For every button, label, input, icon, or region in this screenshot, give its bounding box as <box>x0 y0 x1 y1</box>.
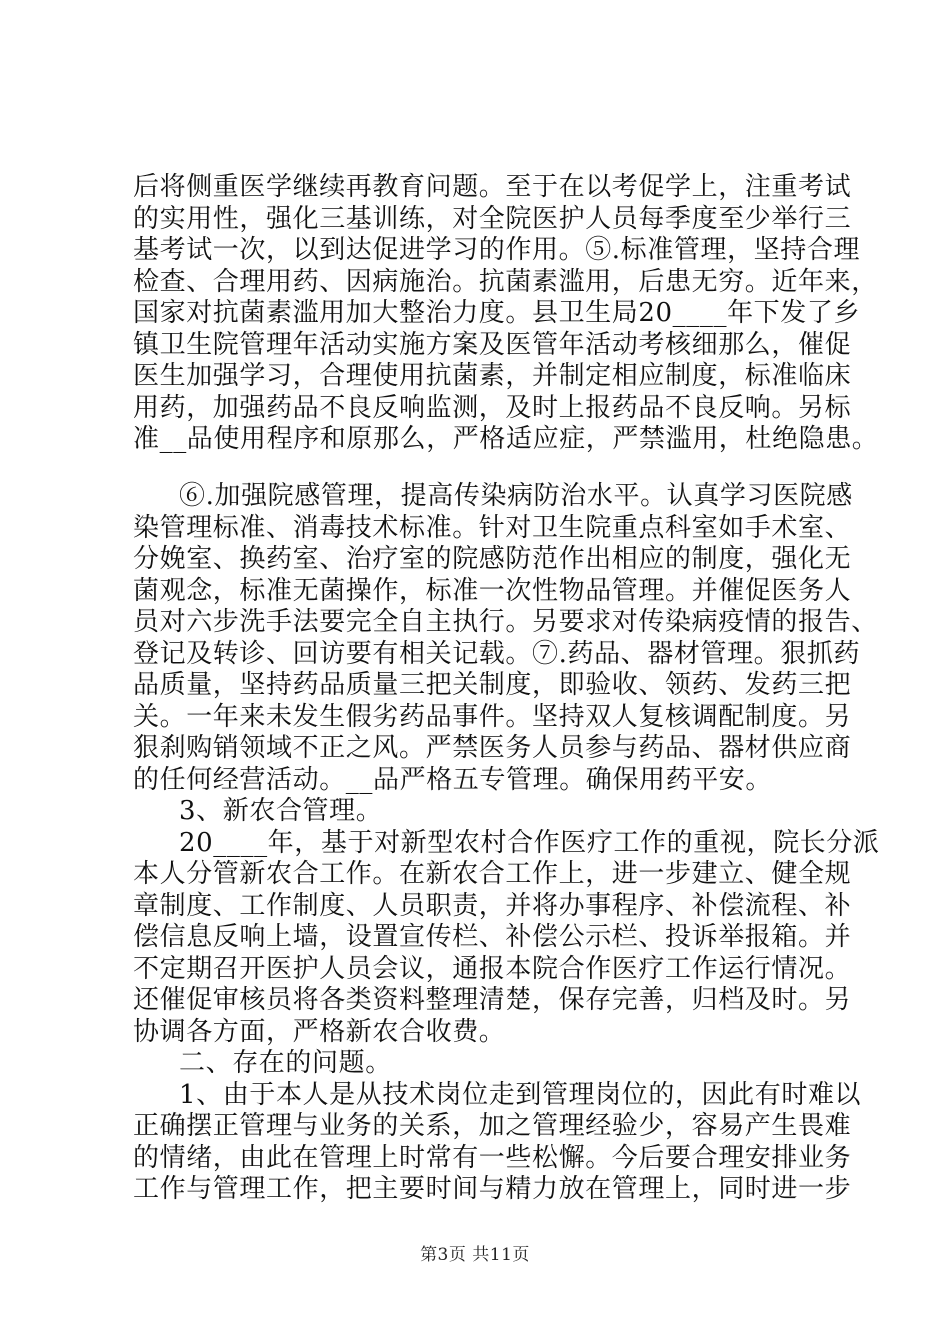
text-line: 医生加强学习，合理使用抗菌素，并制定相应制度，标准临床 <box>133 361 852 391</box>
text-line: 检查、合理用药、因病施治。抗菌素滥用，后患无穷。近年来， <box>133 266 878 297</box>
text-line: 章制度、工作制度、人员职责，并将办事程序、补偿流程、补 <box>133 890 852 921</box>
text-line: 员对六步洗手法要完全自主执行。另要求对传染病疫情的报告、 <box>133 607 878 637</box>
paragraph-start-line: ⑥.加强院感管理，提高传染病防治水平。认真学习医院感 <box>179 481 853 511</box>
text-line: 品质量，坚持药品质量三把关制度，即验收、领药、发药三把 <box>133 670 852 700</box>
text-line: 用药，加强药品不良反响监测，及时上报药品不良反响。另标 <box>133 392 852 423</box>
section-heading: 3、新农合管理。 <box>179 796 383 826</box>
text-line: 的实用性，强化三基训练，对全院医护人员每季度至少举行三 <box>133 203 852 234</box>
text-line: 还催促审核员将各类资料整理清楚，保存完善，归档及时。另 <box>133 985 852 1015</box>
text-line: 正确摆正管理与业务的关系，加之管理经验少，容易产生畏难 <box>133 1111 852 1141</box>
text-line: 关。一年来未发生假劣药品事件。坚持双人复核调配制度。另 <box>133 701 852 732</box>
text-line: 准__品使用程序和原那么，严格适应症，严禁滥用，杜绝隐患。 <box>133 424 879 454</box>
text-line: 菌观念，标准无菌操作，标准一次性物品管理。并催促医务人 <box>133 575 852 606</box>
text-line: 的任何经营活动。__品严格五专管理。确保用药平安。 <box>133 764 773 795</box>
section-heading: 二、存在的问题。 <box>179 1048 392 1078</box>
text-line: 镇卫生院管理年活动实施方案及医管年活动考核细那么，催促 <box>133 329 852 360</box>
paragraph-block-2 <box>133 481 880 1206</box>
text-line: 本人分管新农合工作。在新农合工作上，进一步建立、健全规 <box>133 859 852 889</box>
text-line: 分娩室、换药室、治疗室的院感防范作出相应的制度，强化无 <box>133 544 852 574</box>
text-line: 不定期召开医护人员会议，通报本院合作医疗工作运行情况。 <box>133 953 852 984</box>
text-line: 后将侧重医学继续再教育问题。至于在以考促学上，注重考试 <box>133 172 852 202</box>
text-line: 染管理标准、消毒技术标准。针对卫生院重点科室如手术室、 <box>133 512 852 543</box>
page-footer: 第3页 共11页 <box>420 1245 530 1265</box>
text-line: 登记及转诊、回访要有相关记载。⑦.药品、器材管理。狠抓药 <box>133 638 861 669</box>
text-line: 工作与管理工作，把主要时间与精力放在管理上，同时进一步 <box>133 1174 852 1204</box>
paragraph-start-line: 1、由于本人是从技术岗位走到管理岗位的，因此有时难以 <box>179 1079 862 1110</box>
text-line: 的情绪，由此在管理上时常有一些松懈。今后要合理安排业务 <box>133 1142 852 1173</box>
text-line: 协调各方面，严格新农合收费。 <box>133 1016 506 1047</box>
paragraph-block-1 <box>133 172 879 456</box>
text-line: 国家对抗菌素滥用加大整治力度。县卫生局20____年下发了乡 <box>133 298 861 328</box>
text-line: 狠刹购销领域不正之风。严禁医务人员参与药品、器材供应商 <box>133 733 852 763</box>
paragraph-start-line: 20____年，基于对新型农村合作医疗工作的重视，院长分派 <box>179 827 880 858</box>
text-line: 基考试一次，以到达促进学习的作用。⑤.标准管理，坚持合理 <box>133 235 861 265</box>
text-line: 偿信息反响上墙，设置宣传栏、补偿公示栏、投诉举报箱。并 <box>133 922 852 952</box>
